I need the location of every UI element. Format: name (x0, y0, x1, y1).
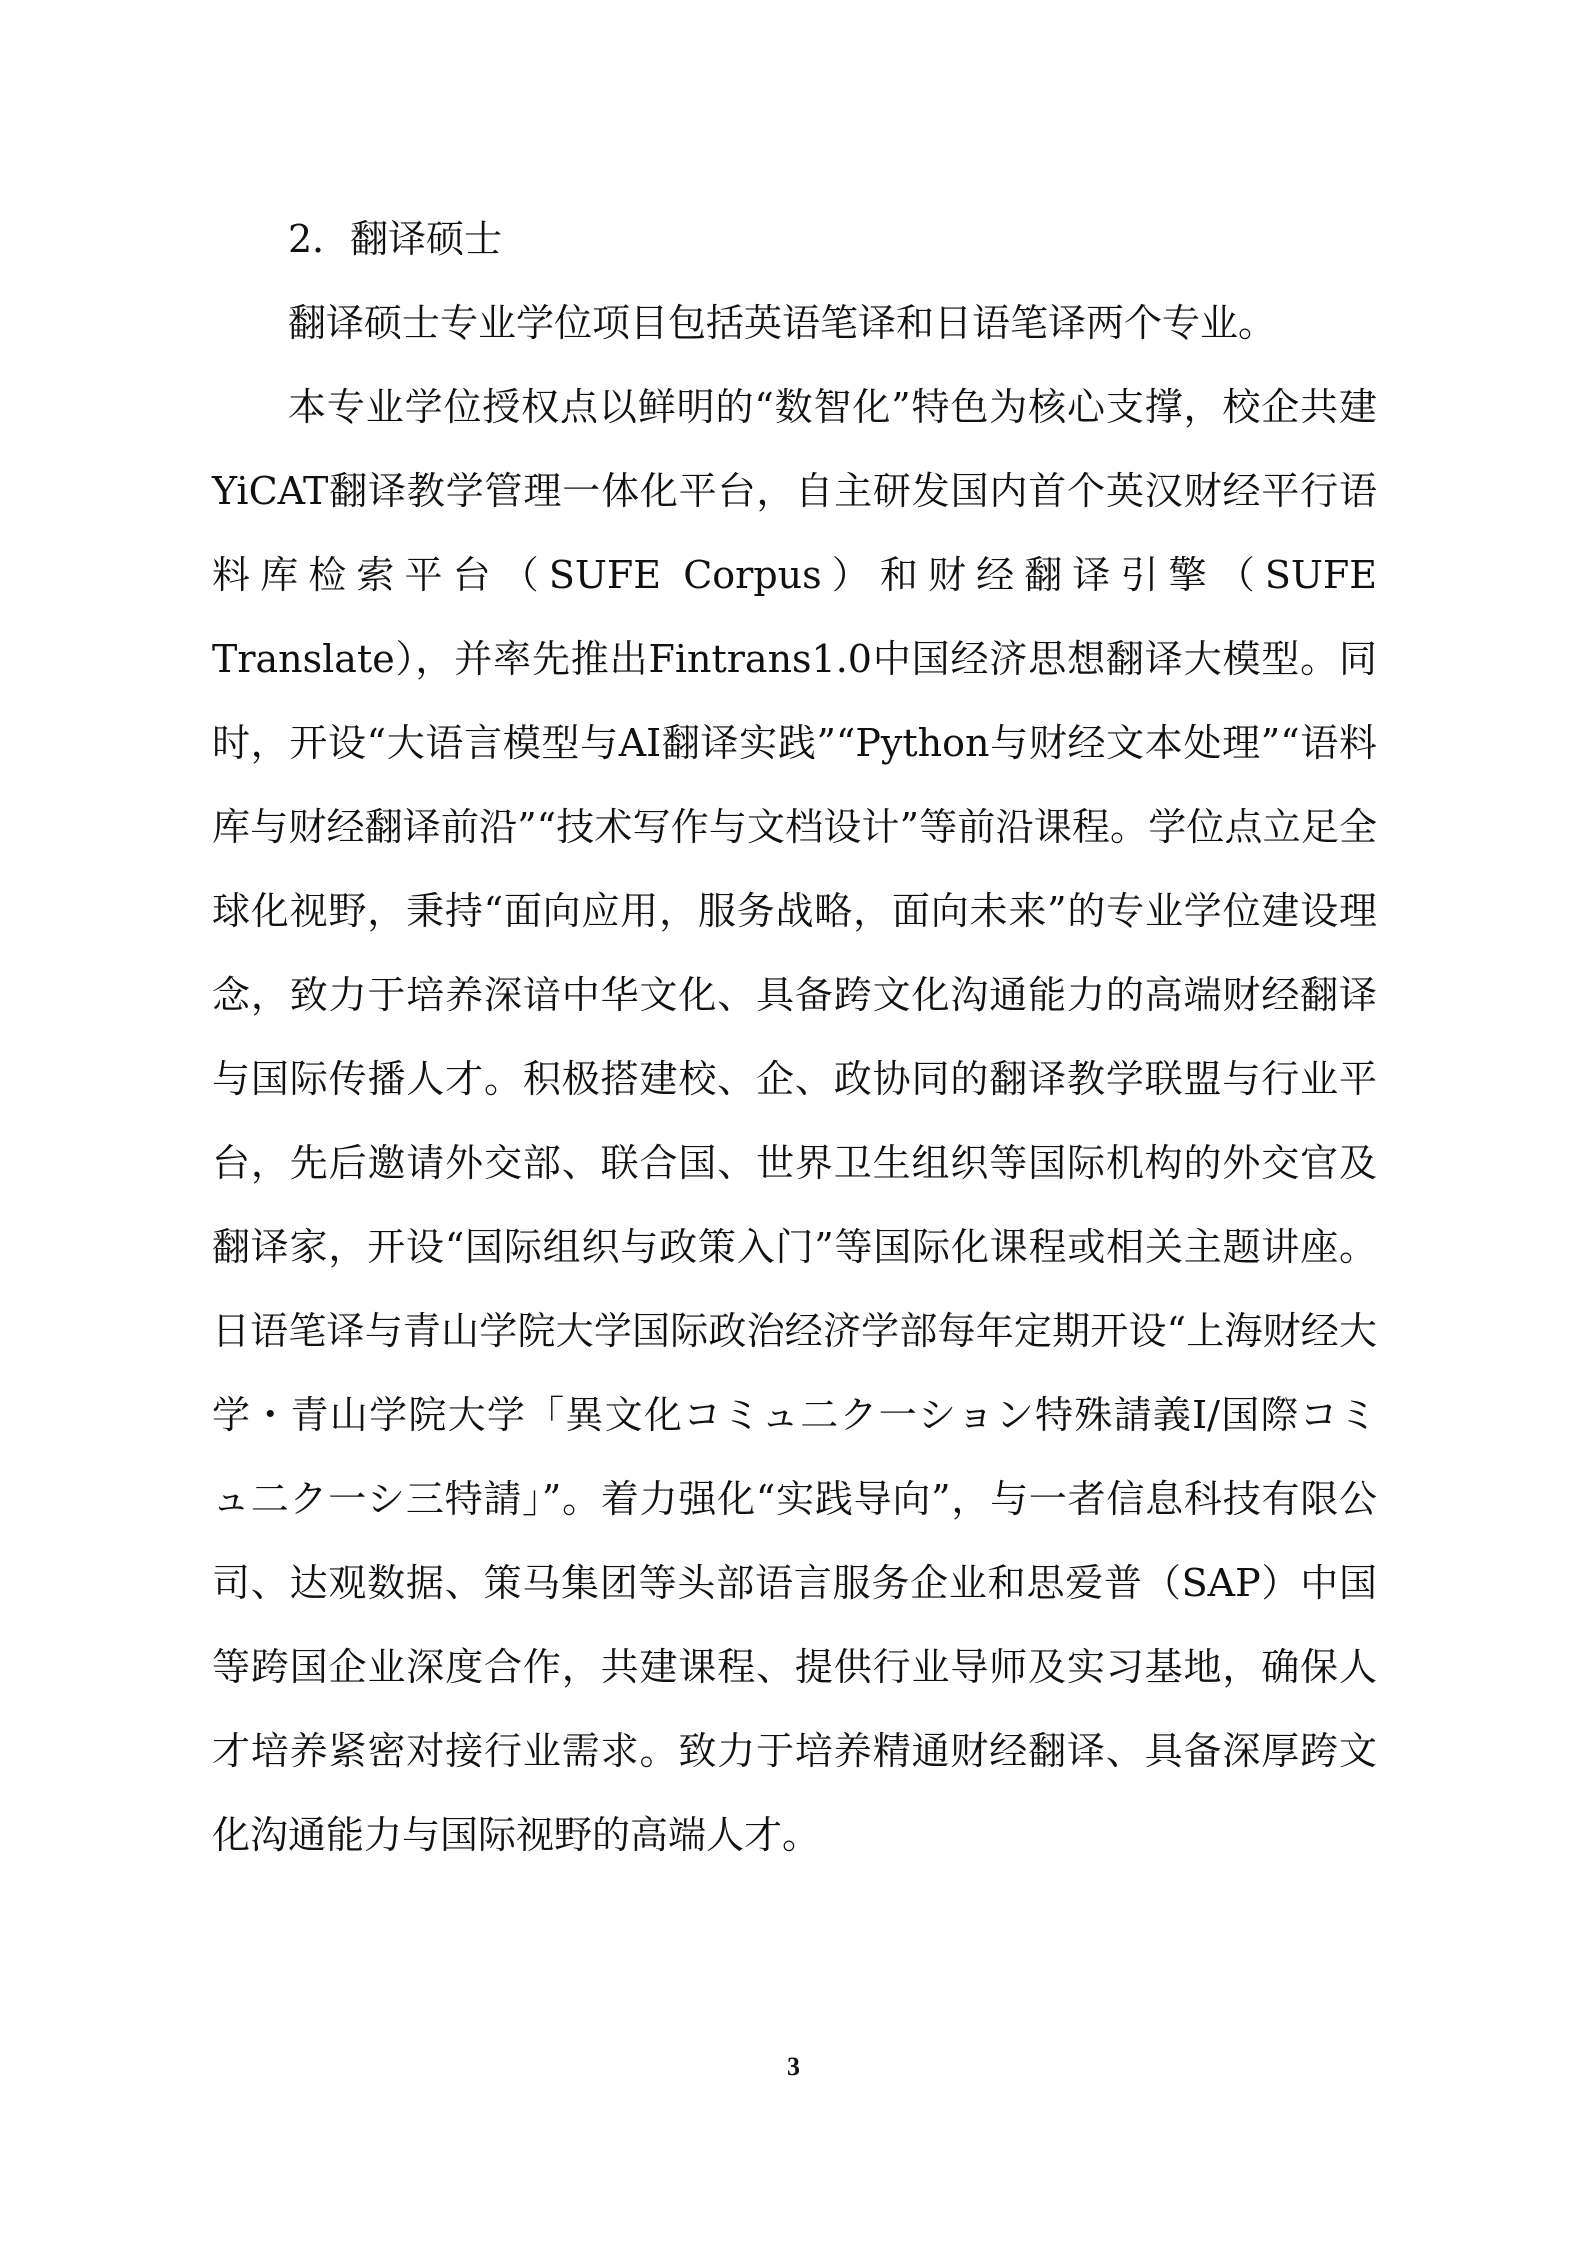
paragraph-intro: 翻译硕士专业学位项目包括英语笔译和日语笔译两个专业。 (288, 301, 1277, 345)
section-heading: 2．翻译硕士 (288, 217, 503, 261)
paragraph-main: 本专业学位授权点以鲜明的“数智化”特色为核心支撑，校企共建YiCAT翻译教学管理一体化平台，自主研发国内首个英汉财经平行语料库检索平台（SUFE Corpus）和财经翻译引擎（SUFE Translate），并率先推出Fintrans1.0中国经济思想翻译大模型。同时，开设“大语言模型与AI翻译实践”“Python与财经文本处理”“语料库与财经翻译前沿”“技术写作与文档设计”等前沿课程。学位点立足全球化视野，秉持“面向应用，服务战略，面向未来”的专业学位建设理念，致力于培养深谙中华文化、具备跨文化沟通能力的高端财经翻译与国际传播人才。积极搭建校、企、政协同的翻译教学联盟与行业平台，先后邀请外交部、联合国、世界卫生组织等国际机构的外交官及翻译家，开设“国际组织与政策入门”等国际化课程或相关主题讲座。日语笔译与青山学院大学国际政治经济学部每年定期开设“上海财经大学・青山学院大学「異文化コミュ二ク一ション特殊請義I/国際コミュ二ク一シ三特請」”。着力强化“实践导向”，与一者信息科技有限公司、达观数据、策马集团等头部语言服务企业和思爱普（SAP）中国等跨国企业深度合作，共建课程、提供行业导师及实习基地，确保人才培养紧密对接行业需求。致力于培养精通财经翻译、具备深厚跨文化沟通能力与国际视野的高端人才。 (212, 385, 1377, 1857)
page-number: 3 (787, 2052, 800, 2081)
page-body (212, 197, 1377, 1877)
